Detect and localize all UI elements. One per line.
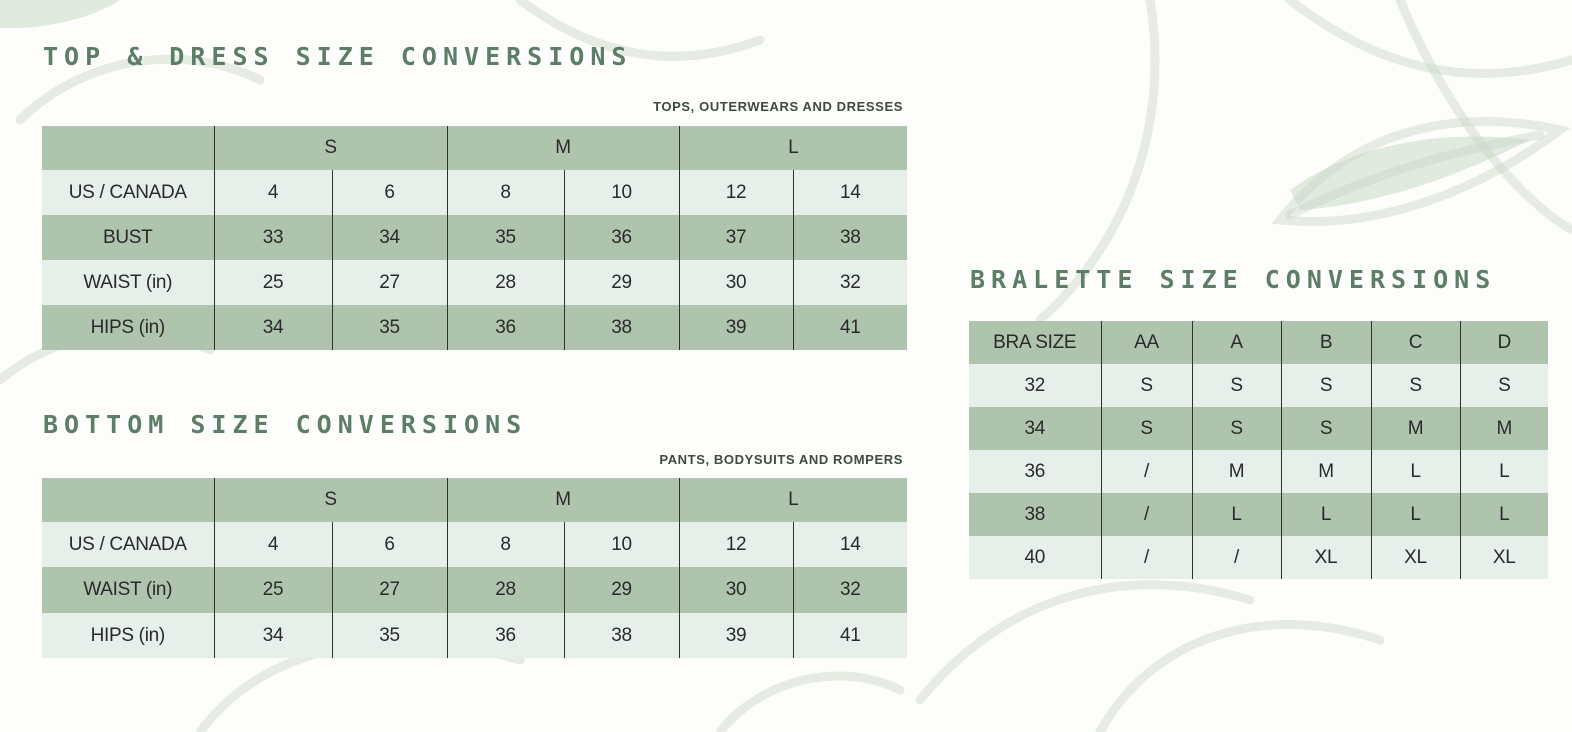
table-cell: 8 [447, 522, 564, 567]
table-cell: 30 [679, 567, 793, 613]
table-cell: 4 [214, 170, 332, 215]
table-cell: XL [1371, 536, 1460, 579]
table-row [42, 215, 907, 260]
table-cell: M [1371, 407, 1460, 450]
top-dress-subtitle: TOPS, OUTERWEARS AND DRESSES [653, 99, 903, 114]
bralette-size-table [969, 321, 1548, 579]
empty-header-cell [42, 126, 214, 170]
empty-header-cell [42, 478, 214, 522]
table-row [969, 536, 1548, 579]
table-row [42, 170, 907, 215]
table-cell: S [1460, 364, 1548, 407]
leaf-outline [1400, 0, 1572, 230]
top-dress-section [43, 42, 907, 338]
bottom-size-table [42, 478, 907, 658]
bottom-title: BOTTOM SIZE CONVERSIONS [43, 410, 528, 439]
row-label: WAIST (in) [83, 271, 173, 293]
table-cell: S [1101, 407, 1192, 450]
table-cell: 34 [332, 215, 447, 260]
column-header: BRA SIZE [993, 331, 1077, 353]
table-cell: 38 [564, 305, 679, 350]
table-cell: L [1192, 493, 1281, 536]
table-row [969, 450, 1548, 493]
table-cell: / [1192, 536, 1281, 579]
size-group-header: M [447, 478, 679, 522]
size-group-header: L [679, 126, 907, 170]
row-label: 34 [1024, 417, 1046, 439]
row-label: HIPS (in) [90, 624, 165, 646]
table-cell: XL [1460, 536, 1548, 579]
table-cell: 32 [793, 260, 907, 305]
size-group-header: S [214, 478, 447, 522]
column-header: B [1281, 321, 1371, 364]
table-cell: M [1281, 450, 1371, 493]
table-cell: 35 [332, 305, 447, 350]
table-cell: S [1101, 364, 1192, 407]
table-cell: 10 [564, 522, 679, 567]
table-cell: 36 [447, 613, 564, 658]
table-cell: 29 [564, 260, 679, 305]
leaf-fill [0, 0, 120, 28]
row-label: US / CANADA [68, 181, 187, 203]
row-label: 40 [1024, 546, 1046, 568]
table-cell: S [1281, 364, 1371, 407]
table-cell: 37 [679, 215, 793, 260]
row-label: US / CANADA [68, 533, 187, 555]
column-header: C [1371, 321, 1460, 364]
table-cell: 25 [214, 567, 332, 613]
table-row [969, 407, 1548, 450]
table-cell: 34 [214, 613, 332, 658]
row-label: BUST [103, 226, 153, 248]
column-header: A [1192, 321, 1281, 364]
table-cell: M [1192, 450, 1281, 493]
top-dress-title: TOP & DRESS SIZE CONVERSIONS [43, 42, 633, 71]
column-header: AA [1101, 321, 1192, 364]
table-cell: / [1101, 493, 1192, 536]
table-cell: 33 [214, 215, 332, 260]
table-cell: L [1371, 493, 1460, 536]
size-group-header: M [447, 126, 679, 170]
table-row [969, 364, 1548, 407]
table-cell: S [1281, 407, 1371, 450]
table-cell: 38 [564, 613, 679, 658]
table-cell: 4 [214, 522, 332, 567]
table-cell: M [1460, 407, 1548, 450]
top-dress-size-table [42, 126, 907, 350]
table-cell: 14 [793, 522, 907, 567]
table-cell: 34 [214, 305, 332, 350]
table-cell: / [1101, 450, 1192, 493]
size-group-header: S [214, 126, 447, 170]
table-header-row [969, 321, 1548, 364]
table-cell: 36 [447, 305, 564, 350]
row-label: 38 [1024, 503, 1046, 525]
row-label: 32 [1024, 374, 1046, 396]
table-cell: 35 [447, 215, 564, 260]
bottom-subtitle: PANTS, BODYSUITS AND ROMPERS [659, 452, 903, 467]
table-row [42, 522, 907, 567]
table-cell: 14 [793, 170, 907, 215]
table-row [969, 493, 1548, 536]
table-cell: S [1192, 407, 1281, 450]
leaf-outline [720, 676, 900, 732]
table-cell: 29 [564, 567, 679, 613]
table-cell: 30 [679, 260, 793, 305]
table-cell: 36 [564, 215, 679, 260]
bralette-section [970, 265, 1548, 568]
row-label: HIPS (in) [90, 316, 165, 338]
table-cell: 28 [447, 567, 564, 613]
table-cell: 10 [564, 170, 679, 215]
table-cell: / [1101, 536, 1192, 579]
table-cell: 8 [447, 170, 564, 215]
table-header-row [42, 126, 907, 170]
table-cell: L [1281, 493, 1371, 536]
table-cell: 25 [214, 260, 332, 305]
table-cell: 12 [679, 170, 793, 215]
table-cell: 6 [332, 522, 447, 567]
column-header: D [1460, 321, 1548, 364]
table-cell: 41 [793, 305, 907, 350]
row-label: WAIST (in) [83, 579, 173, 600]
leaf-outline [1100, 625, 1380, 732]
table-cell: L [1460, 450, 1548, 493]
table-cell: 39 [679, 305, 793, 350]
table-row [42, 305, 907, 350]
table-cell: 39 [679, 613, 793, 658]
size-group-header: L [679, 478, 907, 522]
table-cell: 41 [793, 613, 907, 658]
table-header-row [42, 478, 907, 522]
table-cell: 27 [332, 260, 447, 305]
table-cell: S [1371, 364, 1460, 407]
table-row [42, 613, 907, 658]
table-cell: S [1192, 364, 1281, 407]
bottom-section [43, 410, 907, 646]
table-cell: XL [1281, 536, 1371, 579]
table-row [42, 567, 907, 613]
table-cell: 32 [793, 567, 907, 613]
table-cell: 27 [332, 567, 447, 613]
table-cell: 28 [447, 260, 564, 305]
table-row [42, 260, 907, 305]
table-cell: 6 [332, 170, 447, 215]
row-label: 36 [1024, 460, 1046, 482]
table-cell: L [1460, 493, 1548, 536]
table-cell: 38 [793, 215, 907, 260]
table-cell: L [1371, 450, 1460, 493]
table-cell: 35 [332, 613, 447, 658]
table-cell: 12 [679, 522, 793, 567]
bralette-title: BRALETTE SIZE CONVERSIONS [970, 265, 1497, 294]
